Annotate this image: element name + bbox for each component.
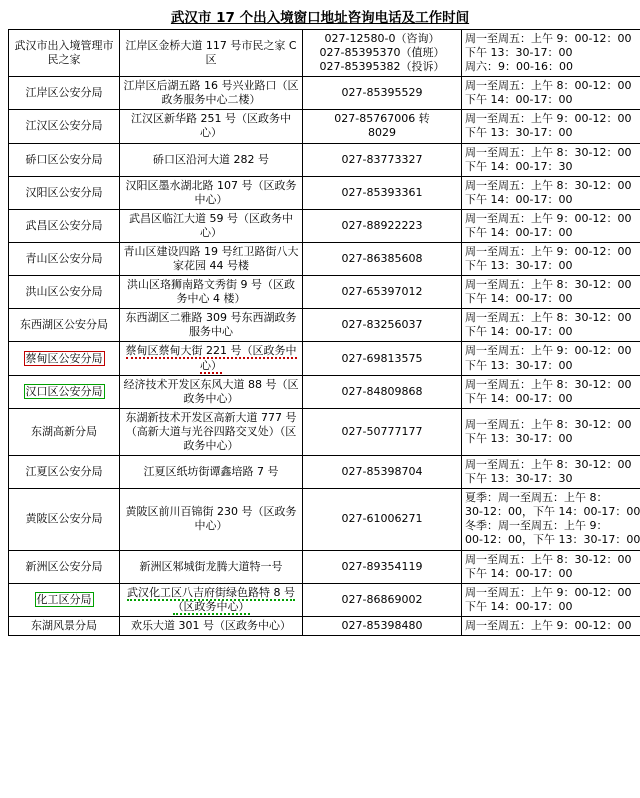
- hours-line: 下午 14：00-17：00: [465, 192, 573, 206]
- hours-cell: [462, 276, 640, 309]
- hours-cell: [462, 408, 640, 455]
- address-highlight: 蔡甸区蔡甸大街 221 号（区政务中心）: [125, 344, 297, 372]
- table-row: [9, 309, 640, 342]
- phone-line: 027-12580-0（咨询）: [324, 32, 440, 45]
- phone-line: 027-85767006 转: [334, 112, 430, 126]
- table-row: [9, 209, 640, 242]
- phone-line: 027-85398704: [341, 465, 423, 479]
- table-row: [9, 143, 640, 176]
- address-cell: 汉阳区墨水湖北路 107 号（区政务中心）: [120, 176, 303, 209]
- phone-line: 027-88922223: [341, 218, 423, 232]
- phone-cell: [303, 143, 462, 176]
- hours-line: 周一至周五：上午 9：00-12：00: [465, 112, 632, 126]
- phone-cell: [303, 110, 462, 143]
- hours-line: 周一至周五：上午 9：00-12：00: [465, 618, 632, 632]
- page-title: 武汉市 17 个出入境窗口地址咨询电话及工作时间: [170, 10, 470, 26]
- hours-cell: [462, 209, 640, 242]
- hours-cell: [462, 342, 640, 375]
- table-row: [9, 276, 640, 309]
- hours-line: 周一至周五：上午 8：30-12：00: [465, 552, 632, 566]
- hours-line: 周一至周五：上午 9：00-12：00: [465, 585, 632, 599]
- hours-line: 下午 13：30-17：00: [465, 431, 573, 445]
- phone-cell: [303, 408, 462, 455]
- phone-line: 027-84809868: [341, 384, 423, 398]
- phone-cell: [303, 375, 462, 408]
- hours-cell: [462, 309, 640, 342]
- hours-cell: [462, 243, 640, 276]
- phone-line: 027-86869002: [341, 592, 423, 606]
- phone-line: 027-86385608: [341, 252, 423, 266]
- phone-cell: [303, 243, 462, 276]
- address-cell: 江夏区纸坊街谭鑫培路 7 号: [120, 456, 303, 489]
- table-row: [9, 243, 640, 276]
- address-cell: 欢乐大道 301 号（区政务中心）: [120, 616, 303, 635]
- table-row: [9, 375, 640, 408]
- hours-line: 周一至周五：上午 8：30-12：00: [465, 417, 632, 431]
- hours-cell: [462, 375, 640, 408]
- hours-cell: [462, 143, 640, 176]
- hours-cell: [462, 30, 640, 77]
- org-cell: 青山区公安分局: [9, 243, 120, 276]
- table-row: [9, 489, 640, 550]
- org-highlight: 汉口区公安分局: [25, 384, 103, 398]
- phone-cell: [303, 342, 462, 375]
- phone-line: 027-50777177: [341, 424, 423, 438]
- hours-line: 周一至周五：上午 8：30-12：00: [465, 377, 632, 391]
- phone-line: 027-83256037: [341, 318, 423, 332]
- hours-cell: [462, 77, 640, 110]
- hours-line: 下午 14：00-17：30: [465, 159, 573, 173]
- phone-line: 027-85393361: [341, 185, 423, 199]
- org-cell: 汉阳区公安分局: [9, 176, 120, 209]
- hours-cell: [462, 550, 640, 583]
- table-row: [9, 30, 640, 77]
- address-cell: 经济技术开发区东风大道 88 号（区政务中心）: [120, 375, 303, 408]
- phone-cell: [303, 550, 462, 583]
- phone-cell: [303, 583, 462, 616]
- hours-line: 周一至周五：上午 8：30-12：00: [465, 178, 632, 192]
- phone-line: 027-85398480: [341, 618, 423, 632]
- table-row: [9, 110, 640, 143]
- org-cell: 江汉区公安分局: [9, 110, 120, 143]
- hours-line: 下午 13：30-17：00: [465, 126, 573, 140]
- hours-cell: [462, 110, 640, 143]
- hours-line: 下午 14：00-17：00: [465, 292, 573, 306]
- hours-line: 00-12：00，下午 13：30-17：00: [465, 533, 640, 547]
- hours-line: 下午 14：00-17：00: [465, 391, 573, 405]
- address-highlight: 武汉化工区八吉府街绿色路特 8 号（区政务中心）: [127, 585, 295, 613]
- org-highlight: 蔡甸区公安分局: [25, 351, 103, 365]
- address-cell: 东湖新技术开发区高新大道 777 号（高新大道与光谷四路交叉处）（区政务中心）: [120, 408, 303, 455]
- org-cell: 新洲区公安分局: [9, 550, 120, 583]
- phone-cell: [303, 456, 462, 489]
- org-cell: [9, 583, 120, 616]
- address-cell: 新洲区邾城街龙腾大道特一号: [120, 550, 303, 583]
- phone-cell: [303, 30, 462, 77]
- address-cell: 东西湖区二雅路 309 号东西湖政务服务中心: [120, 309, 303, 342]
- table-body: [9, 30, 640, 636]
- org-cell: 硚口区公安分局: [9, 143, 120, 176]
- hours-line: 冬季：周一至周五：上午 9：: [465, 519, 608, 533]
- address-cell: 洪山区珞狮南路文秀街 9 号（区政务中心 4 楼）: [120, 276, 303, 309]
- table-row: [9, 550, 640, 583]
- org-cell: 武汉市出入境管理市民之家: [9, 30, 120, 77]
- table-row: [9, 616, 640, 635]
- hours-cell: [462, 176, 640, 209]
- org-cell: 武昌区公安分局: [9, 209, 120, 242]
- phone-line: 027-89354119: [341, 559, 423, 573]
- org-cell: [9, 375, 120, 408]
- address-cell: [120, 342, 303, 375]
- hours-line: 周一至周五：上午 9：00-12：00: [465, 245, 632, 259]
- phone-line: 027-85395529: [341, 86, 423, 100]
- phone-cell: [303, 209, 462, 242]
- org-cell: 江夏区公安分局: [9, 456, 120, 489]
- table-row: [9, 408, 640, 455]
- hours-line: 周一至周五：上午 8：00-12：00: [465, 79, 632, 93]
- org-cell: [9, 342, 120, 375]
- address-cell: 黄陂区前川百锦街 230 号（区政务中心）: [120, 489, 303, 550]
- phone-cell: [303, 489, 462, 550]
- hours-line: 周一至周五：上午 8：30-12：00: [465, 458, 632, 472]
- org-cell: 东湖高新分局: [9, 408, 120, 455]
- phone-cell: [303, 276, 462, 309]
- table-row: [9, 456, 640, 489]
- phone-line: 027-85395370（值班）: [319, 46, 445, 60]
- address-cell: 江岸区后湖五路 16 号兴业路口（区政务服务中心二楼）: [120, 77, 303, 110]
- table-row: [9, 583, 640, 616]
- hours-line: 下午 13：30-17：00: [465, 358, 573, 372]
- hours-line: 下午 14：00-17：00: [465, 566, 573, 580]
- org-cell: 江岸区公安分局: [9, 77, 120, 110]
- address-cell: 青山区建设四路 19 号红卫路街八大家花园 44 号楼: [120, 243, 303, 276]
- phone-cell: [303, 176, 462, 209]
- phone-cell: [303, 77, 462, 110]
- hours-line: 30-12：00，下午 14：00-17：00: [465, 505, 640, 519]
- hours-line: 下午 13：30-17：00: [465, 259, 573, 273]
- hours-line: 周一至周五：上午 9：00-12：00: [465, 344, 632, 358]
- hours-cell: [462, 583, 640, 616]
- address-cell: 硚口区沿河大道 282 号: [120, 143, 303, 176]
- org-highlight: 化工区分局: [36, 592, 92, 606]
- hours-line: 周一至周五：上午 8：30-12：00: [465, 145, 632, 159]
- hours-line: 下午 14：00-17：00: [465, 93, 573, 107]
- address-cell: 江汉区新华路 251 号（区政务中心）: [120, 110, 303, 143]
- window-info-table: [8, 29, 640, 636]
- org-cell: 洪山区公安分局: [9, 276, 120, 309]
- hours-line: 下午 14：00-17：00: [465, 225, 573, 239]
- org-cell: 东西湖区公安分局: [9, 309, 120, 342]
- phone-line: 027-83773327: [341, 152, 423, 166]
- hours-line: 下午 13：30-17：30: [465, 472, 573, 486]
- address-cell: [120, 583, 303, 616]
- phone-line: 027-65397012: [341, 285, 423, 299]
- table-row: [9, 176, 640, 209]
- table-row: [9, 342, 640, 375]
- address-cell: 江岸区金桥大道 117 号市民之家 C 区: [120, 30, 303, 77]
- phone-cell: [303, 309, 462, 342]
- hours-cell: [462, 456, 640, 489]
- hours-line: 周一至周五：上午 8：30-12：00: [465, 278, 632, 292]
- hours-line: 下午 14：00-17：00: [465, 325, 573, 339]
- phone-line: 027-61006271: [341, 512, 423, 526]
- address-cell: 武昌区临江大道 59 号（区政务中心）: [120, 209, 303, 242]
- hours-line: 下午 14：00-17：00: [465, 599, 573, 613]
- hours-line: 周一至周五：上午 9：00-12：00: [465, 211, 632, 225]
- table-row: [9, 77, 640, 110]
- phone-line: 027-69813575: [341, 351, 423, 365]
- hours-cell: [462, 616, 640, 635]
- hours-line: 夏季：周一至周五：上午 8：: [465, 491, 608, 505]
- hours-line: 周六：9：00-16：00: [465, 60, 573, 74]
- org-cell: 黄陂区公安分局: [9, 489, 120, 550]
- org-cell: 东湖风景分局: [9, 616, 120, 635]
- hours-cell: [462, 489, 640, 550]
- hours-line: 周一至周五：上午 8：30-12：00: [465, 311, 632, 325]
- phone-line: 027-85395382（投诉）: [319, 60, 445, 74]
- phone-cell: [303, 616, 462, 635]
- phone-line: 8029: [368, 126, 396, 140]
- hours-line: 下午 13：30-17：00: [465, 46, 573, 60]
- hours-line: 周一至周五：上午 9：00-12：00: [465, 32, 632, 45]
